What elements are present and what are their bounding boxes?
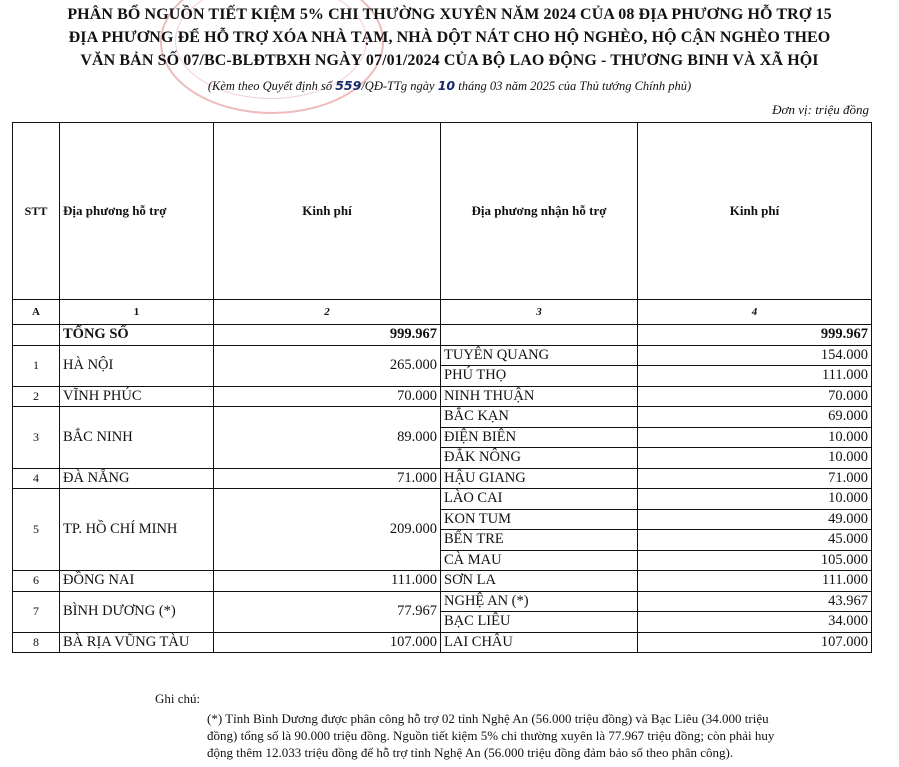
- subtitle-prefix: (Kèm theo Quyết định số: [207, 79, 336, 93]
- received-amount: 105.000: [638, 550, 872, 571]
- received-amount: 43.967: [638, 591, 872, 612]
- total-received-amount: 999.967: [638, 325, 872, 346]
- receiving-locality: HẬU GIANG: [441, 468, 638, 489]
- receiving-locality: LÀO CAI: [441, 489, 638, 510]
- receiving-locality: NINH THUẬN: [441, 386, 638, 407]
- row-stt: 6: [13, 571, 60, 592]
- subtitle-suffix: tháng 03 năm 2025 của Thủ tướng Chính phủ): [455, 79, 692, 93]
- receiving-locality: BẮC KẠN: [441, 407, 638, 428]
- receiving-locality: ĐIỆN BIÊN: [441, 427, 638, 448]
- received-amount: 71.000: [638, 468, 872, 489]
- decision-number: 559: [335, 78, 362, 93]
- supporting-locality: HÀ NỘI: [60, 345, 214, 386]
- notes-paragraph: [207, 710, 897, 761]
- table-row: [13, 489, 872, 510]
- decision-day: 10: [437, 78, 456, 93]
- table-row: [13, 345, 872, 366]
- table-row: [13, 591, 872, 612]
- subtitle-middle: /QĐ-TTg ngày: [361, 79, 438, 93]
- support-amount: 71.000: [214, 468, 441, 489]
- receiving-locality: BẠC LIÊU: [441, 612, 638, 633]
- receiving-locality: PHÚ THỌ: [441, 366, 638, 387]
- index-2: 2: [214, 300, 441, 325]
- row-stt: 5: [13, 489, 60, 571]
- document-subtitle: [0, 78, 899, 94]
- index-4: 4: [638, 300, 872, 325]
- received-amount: 111.000: [638, 366, 872, 387]
- supporting-locality: BÀ RỊA VŨNG TÀU: [60, 632, 214, 653]
- support-amount: 77.967: [214, 591, 441, 632]
- row-stt: 2: [13, 386, 60, 407]
- receiving-locality: LAI CHÂU: [441, 632, 638, 653]
- table-row: [13, 386, 872, 407]
- row-stt: 3: [13, 407, 60, 469]
- support-amount: 70.000: [214, 386, 441, 407]
- supporting-locality: ĐỒNG NAI: [60, 571, 214, 592]
- total-label: TỔNG SỐ: [60, 325, 214, 346]
- table-row: [13, 407, 872, 428]
- column-index-row: [13, 300, 872, 325]
- note-line-2: đồng) tổng số là 90.000 triệu đồng. Nguồn tiết kiệm 5% chi thường xuyên là 77.967 triệu đồng; còn phải huy: [207, 728, 775, 743]
- support-amount: 209.000: [214, 489, 441, 571]
- receiving-locality: BẾN TRE: [441, 530, 638, 551]
- supporting-locality: BÌNH DƯƠNG (*): [60, 591, 214, 632]
- received-amount: 10.000: [638, 427, 872, 448]
- supporting-locality: VĨNH PHÚC: [60, 386, 214, 407]
- row-stt: 7: [13, 591, 60, 632]
- receiving-locality: KON TUM: [441, 509, 638, 530]
- received-amount: 34.000: [638, 612, 872, 633]
- header-receiving-locality: Địa phương nhận hỗ trợ: [441, 123, 638, 300]
- supporting-locality: ĐÀ NẴNG: [60, 468, 214, 489]
- total-receiving: [441, 325, 638, 346]
- note-line-3: động thêm 12.033 triệu đồng để hỗ trợ tỉnh Nghệ An (56.000 triệu đồng đảm bảo số theo phân công).: [207, 745, 734, 760]
- notes-heading: Ghi chú:: [155, 691, 201, 706]
- table-header-row: [13, 123, 872, 300]
- header-supporting-locality: Địa phương hỗ trợ: [60, 123, 214, 300]
- header-amount: Kinh phí: [214, 123, 441, 300]
- note-line-1: (*) Tỉnh Bình Dương được phân công hỗ trợ 02 tỉnh Nghệ An (56.000 triệu đồng) và Bạc Liêu (34.000 triệu: [207, 711, 769, 726]
- unit-label: Đơn vị: triệu đồng: [772, 102, 869, 117]
- table-body: [13, 300, 872, 653]
- row-stt: 4: [13, 468, 60, 489]
- index-a: A: [13, 300, 60, 325]
- receiving-locality: TUYÊN QUANG: [441, 345, 638, 366]
- received-amount: 69.000: [638, 407, 872, 428]
- notes-section: [155, 690, 775, 760]
- table-row: [13, 632, 872, 653]
- received-amount: 111.000: [638, 571, 872, 592]
- support-amount: 111.000: [214, 571, 441, 592]
- support-amount: 107.000: [214, 632, 441, 653]
- received-amount: 49.000: [638, 509, 872, 530]
- table-row: [13, 571, 872, 592]
- total-amount: 999.967: [214, 325, 441, 346]
- received-amount: 154.000: [638, 345, 872, 366]
- receiving-locality: CÀ MAU: [441, 550, 638, 571]
- receiving-locality: NGHỆ AN (*): [441, 591, 638, 612]
- supporting-locality: BẮC NINH: [60, 407, 214, 469]
- document-title-line-1: PHÂN BỔ NGUỒN TIẾT KIỆM 5% CHI THƯỜNG XUYÊN NĂM 2024 CỦA 08 ĐỊA PHƯƠNG HỖ TRỢ 15: [67, 6, 832, 23]
- receiving-locality: SƠN LA: [441, 571, 638, 592]
- total-stt: [13, 325, 60, 346]
- document-title-line-3: VĂN BẢN SỐ 07/BC-BLĐTBXH NGÀY 07/01/2024 CỦA BỘ LAO ĐỘNG - THƯƠNG BINH VÀ XÃ HỘI: [80, 52, 819, 69]
- header-stt: STT: [13, 123, 60, 300]
- row-stt: 8: [13, 632, 60, 653]
- row-stt: 1: [13, 345, 60, 386]
- total-row: [13, 325, 872, 346]
- header-received-amount: Kinh phí: [638, 123, 872, 300]
- table-row: [13, 468, 872, 489]
- index-3: 3: [441, 300, 638, 325]
- received-amount: 70.000: [638, 386, 872, 407]
- document-title-line-2: ĐỊA PHƯƠNG ĐỂ HỖ TRỢ XÓA NHÀ TẠM, NHÀ DỘT NÁT CHO HỘ NGHÈO, HỘ CẬN NGHÈO THEO: [68, 29, 831, 46]
- received-amount: 107.000: [638, 632, 872, 653]
- supporting-locality: TP. HỒ CHÍ MINH: [60, 489, 214, 571]
- received-amount: 45.000: [638, 530, 872, 551]
- received-amount: 10.000: [638, 489, 872, 510]
- allocation-table: [12, 122, 872, 653]
- received-amount: 10.000: [638, 448, 872, 469]
- support-amount: 89.000: [214, 407, 441, 469]
- support-amount: 265.000: [214, 345, 441, 386]
- receiving-locality: ĐẮK NÔNG: [441, 448, 638, 469]
- index-1: 1: [60, 300, 214, 325]
